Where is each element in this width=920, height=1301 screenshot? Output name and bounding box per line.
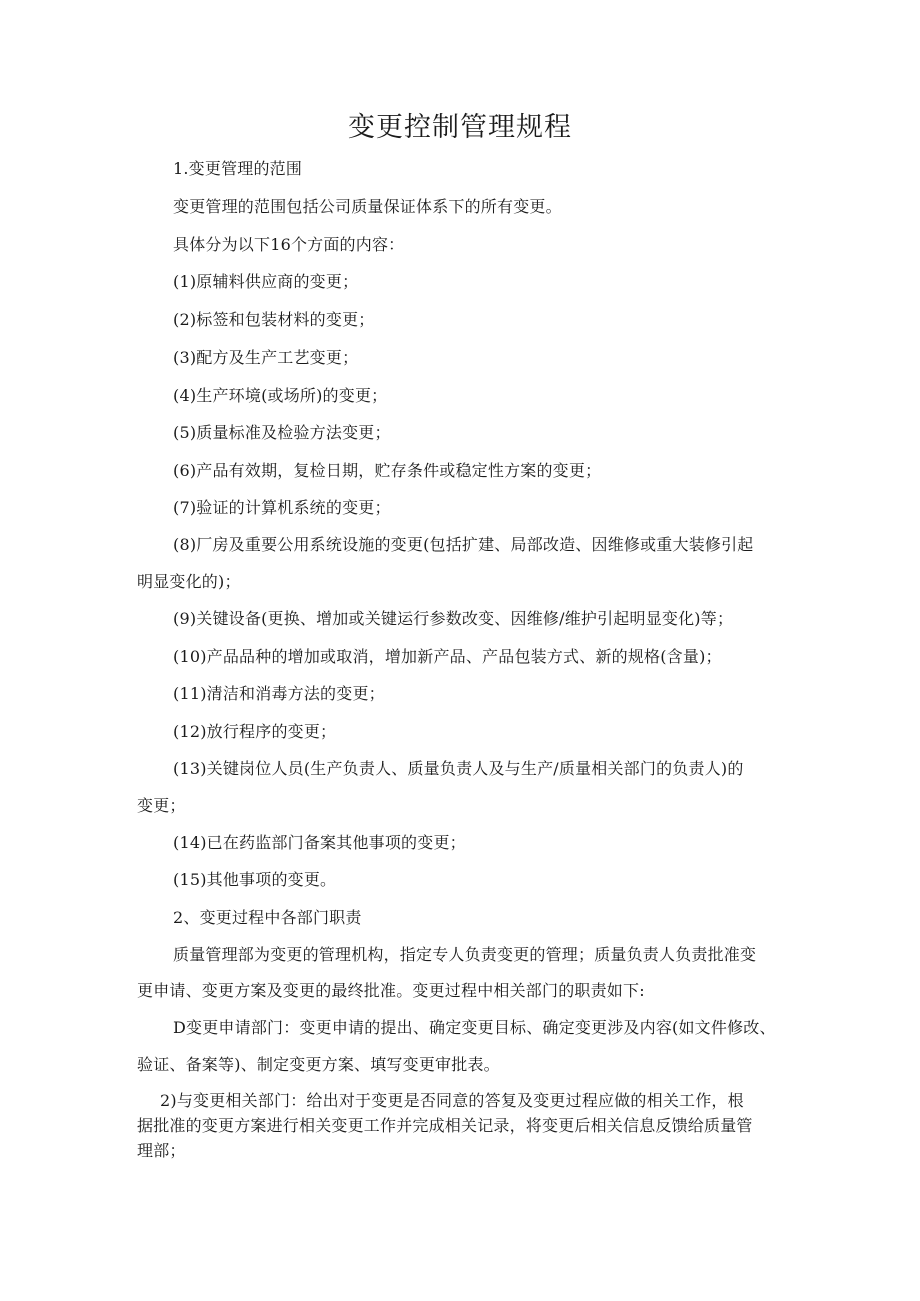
list-item: (12)放行程序的变更；: [173, 722, 337, 741]
paragraph-line: 据批准的变更方案进行相关变更工作并完成相关记录，将变更后相关信息反馈给质量管: [137, 1116, 753, 1135]
list-item: (14)已在药监部门备案其他事项的变更；: [173, 833, 466, 852]
paragraph-line: D变更申请部门：变更申请的提出、确定变更目标、确定变更涉及内容(如文件修改、: [173, 1018, 776, 1037]
list-item: (2)标签和包装材料的变更；: [173, 310, 375, 329]
list-item-continuation: 变更；: [137, 796, 186, 815]
paragraph-line: 变更管理的范围包括公司质量保证体系下的所有变更。: [173, 197, 562, 216]
list-item: (8)厂房及重要公用系统设施的变更(包括扩建、局部改造、因维修或重大装修引起: [173, 535, 754, 554]
paragraph-line: 验证、备案等)、制定变更方案、填写变更审批表。: [137, 1055, 500, 1074]
paragraph-line: 更申请、变更方案及变更的最终批准。变更过程中相关部门的职责如下:: [137, 981, 645, 1000]
section-heading: 2、变更过程中各部门职责: [173, 908, 362, 927]
section-heading: 1.变更管理的范围: [173, 159, 303, 178]
list-item: (4)生产环境(或场所)的变更；: [173, 386, 388, 405]
paragraph-line: 理部；: [137, 1141, 186, 1160]
list-item: (3)配方及生产工艺变更；: [173, 348, 359, 367]
list-item: (15)其他事项的变更。: [173, 870, 337, 889]
list-item: (7)验证的计算机系统的变更；: [173, 498, 391, 517]
list-item: (5)质量标准及检验方法变更；: [173, 423, 391, 442]
list-item: (11)清洁和消毒方法的变更；: [173, 684, 385, 703]
document-title: 变更控制管理规程: [348, 112, 572, 143]
list-item: (9)关键设备(更换、增加或关键运行参数改变、因维修/维护引起明显变化)等；: [173, 609, 734, 628]
paragraph-line: 质量管理部为变更的管理机构，指定专人负责变更的管理；质量负责人负责批准变: [173, 945, 757, 964]
list-item: (1)原辅料供应商的变更；: [173, 272, 359, 291]
list-item: (10)产品品种的增加或取消，增加新产品、产品包装方式、新的规格(含量)；: [173, 647, 722, 666]
list-item: (6)产品有效期，复检日期，贮存条件或稳定性方案的变更；: [173, 461, 602, 480]
list-item-continuation: 明显变化的)；: [137, 572, 241, 591]
list-item: (13)关键岗位人员(生产负责人、质量负责人及与生产/质量相关部门的负责人)的: [173, 759, 744, 778]
paragraph-line: 具体分为以下16个方面的内容：: [173, 235, 405, 254]
paragraph-line: 2)与变更相关部门：给出对于变更是否同意的答复及变更过程应做的相关工作，根: [160, 1091, 744, 1110]
